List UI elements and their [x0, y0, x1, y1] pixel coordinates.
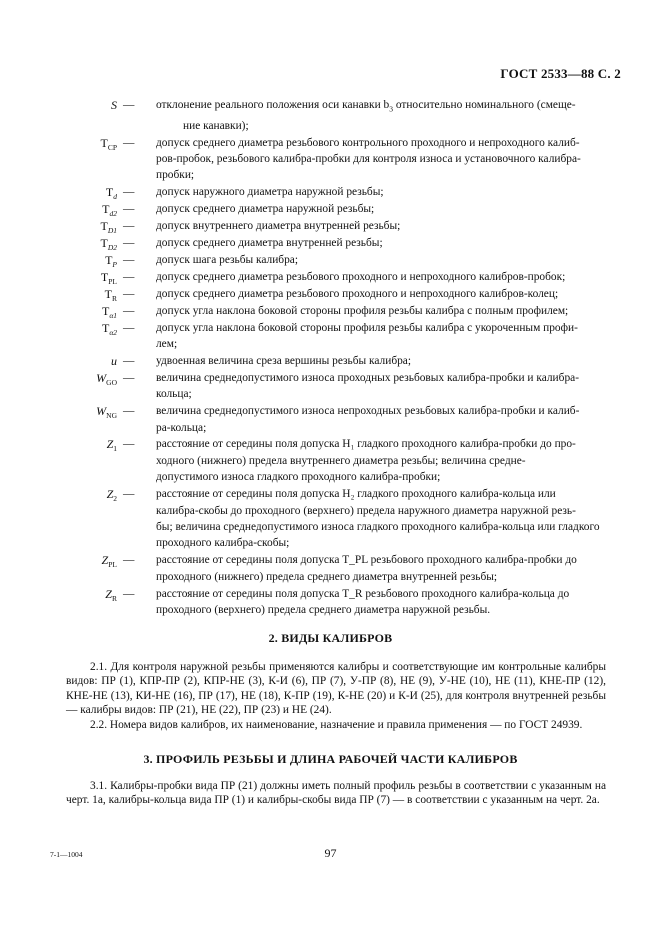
- section-2-paragraph-2: 2.2. Номера видов калибров, их наименование, назначение и правила применения — по ГОСТ 24939.: [90, 719, 583, 731]
- definition-dash: —: [123, 304, 135, 317]
- definition-symbol: S: [111, 98, 117, 112]
- definition-symbol: $T_d$: [105, 185, 117, 202]
- definition-symbol: $T_{PL}$: [100, 269, 117, 286]
- definition-item: [66, 320, 606, 353]
- section-2-title: 2. ВИДЫ КАЛИБРОВ: [268, 631, 393, 645]
- definition-dash: —: [123, 438, 135, 451]
- definition-dash: —: [123, 186, 135, 199]
- definition-text: допуск среднего диаметра резьбового проходного и непроходного калибров-колец;: [156, 287, 559, 300]
- definition-item: [66, 403, 606, 436]
- definition-text: допуск среднего диаметра резьбового контрольного проходного и непроходного калиб- ров-пробок, резьбового калибра-пробки для контроля износа и установочного калибра- пробки;: [156, 136, 581, 182]
- definition-symbol: $W_{NG}$: [96, 404, 117, 421]
- definition-text: допуск угла наклона боковой стороны профиля резьбы калибра с полным профилем;: [156, 304, 569, 317]
- definition-dash: —: [123, 587, 135, 600]
- definition-text: расстояние от середины поля допуска T_R резьбового проходного калибра-кольца до проходного (верхнего) предела среднего диаметра наружной резьбы.: [156, 587, 570, 616]
- definition-symbol: u: [111, 353, 117, 368]
- page-header: ГОСТ 2533—88 С. 2: [500, 66, 621, 81]
- definition-symbol: $T_{d2}$: [102, 202, 117, 219]
- definition-item: [66, 269, 606, 285]
- definition-text: расстояние от середины поля допуска T_PL резьбового проходного калибра-пробки до проходного (нижнего) предела среднего диаметра внутренней резьбы;: [156, 554, 577, 583]
- definition-dash: —: [123, 287, 135, 300]
- definition-dash: —: [123, 554, 135, 567]
- definition-dash: —: [123, 270, 135, 283]
- definition-symbol: $T_{D2}$: [100, 236, 117, 253]
- definition-text: расстояние от середины поля допуска H₂ гладкого проходного калибра-кольца или калибра-скобы до проходного (верхнего) предела наружного диаметра наружной резь- бы; величина среднедопустимого износа гладкого проходного калибра-кольца или гладкого проходного калибра-скобы;: [156, 488, 600, 550]
- definition-item: [66, 97, 606, 134]
- definition-text: допуск шага резьбы калибра;: [156, 253, 299, 266]
- definition-text: допуск внутреннего диаметра внутренней резьбы;: [156, 220, 401, 233]
- definition-text: допуск угла наклона боковой стороны профиля резьбы калибра с укороченным профи- лем;: [156, 321, 578, 350]
- definition-item: [66, 436, 606, 485]
- definition-dash: —: [123, 203, 135, 216]
- definition-item: [66, 201, 606, 217]
- definition-dash: —: [123, 99, 135, 111]
- definition-text: отклонение реального положения оси канавки $b_3$ относительно номинального (смеще- ние канавки);: [156, 99, 576, 132]
- definition-text: допуск среднего диаметра резьбового проходного и непроходного калибров-пробок;: [156, 270, 566, 283]
- definition-item: [66, 486, 606, 552]
- page-number: 97: [324, 846, 337, 860]
- definition-item: [66, 370, 606, 403]
- definition-symbol: $Z_1$: [106, 437, 117, 454]
- definition-text: величина среднедопустимого износа проходных резьбовых калибра-пробки и калибра- кольца;: [156, 371, 579, 401]
- definition-text: допуск наружного диаметра наружной резьбы;: [156, 186, 384, 199]
- definition-text: удвоенная величина среза вершины резьбы калибра;: [156, 354, 412, 367]
- definition-symbol: $T_{CP}$: [100, 135, 117, 152]
- definition-dash: —: [123, 371, 135, 384]
- definition-symbol: $Z_R$: [105, 586, 117, 603]
- definition-dash: —: [123, 253, 135, 266]
- definition-dash: —: [123, 237, 135, 250]
- definition-item: [66, 286, 606, 302]
- definition-item: [66, 252, 606, 268]
- definition-item: [66, 586, 606, 619]
- definition-dash: —: [123, 321, 135, 334]
- definition-item: [66, 184, 606, 200]
- print-code: 7-1—1004: [50, 850, 83, 859]
- definition-dash: —: [123, 488, 135, 501]
- definition-text: допуск среднего диаметра наружной резьбы;: [156, 203, 375, 216]
- definition-dash: —: [123, 405, 135, 418]
- definition-dash: —: [123, 354, 135, 367]
- definition-text: величина среднедопустимого износа непроходных резьбовых калибра-пробки и калиб- ра-кольца;: [156, 405, 580, 434]
- definition-item: [66, 235, 606, 251]
- definition-symbol: $T_{\alpha 1}$: [101, 303, 117, 320]
- definition-item: [66, 218, 606, 234]
- definition-symbol: $T_R$: [104, 286, 117, 303]
- definition-item: [66, 135, 606, 184]
- definition-symbol: $T_P$: [105, 252, 117, 269]
- section-3-title: 3. ПРОФИЛЬ РЕЗЬБЫ И ДЛИНА РАБОЧЕЙ ЧАСТИ КАЛИБРОВ: [143, 752, 518, 766]
- section-2-paragraph-1: 2.1. Для контроля наружной резьбы применяются калибры и соответствующие им контрольные калибры видов: ПР (1), КПР-ПР (2), КПР-НЕ (3), К-И (6), ПР (7), У-ПР (8), НЕ (9), У-НЕ (10), НЕ (11), КНЕ-ПР (12), КНЕ-НЕ (13), КИ-НЕ (16), ПР (17), НЕ (18), К-ПР (19), К-НЕ (20) и К-И (25), для контроля внутренней резьбы — калибры видов: ПР (21), НЕ (22), ПР (23) и НЕ (24).: [66, 661, 606, 717]
- definition-symbol: $T_{\alpha 2}$: [101, 320, 117, 337]
- definition-symbol: $W_{GO}$: [96, 370, 117, 387]
- definition-item: [66, 303, 606, 319]
- definition-symbol: $Z_{PL}$: [101, 553, 117, 570]
- symbol-definitions: [66, 97, 606, 619]
- definition-item: [66, 353, 606, 369]
- definition-text: расстояние от середины поля допуска H₁ гладкого проходного калибра-пробки до про- ходного (нижнего) предела внутреннего диаметра резьбы; величина средне- допустимого износа гладкого проходного калибра-пробки;: [156, 438, 576, 484]
- definition-symbol: $Z_2$: [106, 487, 117, 504]
- definition-symbol: $T_{D1}$: [100, 219, 117, 236]
- definition-text: допуск среднего диаметра внутренней резьбы;: [156, 237, 383, 250]
- definition-item: [66, 552, 606, 585]
- section-3-paragraph-1: 3.1. Калибры-пробки вида ПР (21) должны иметь полный профиль резьбы в соответствии с указанным на черт. 1а, калибры-кольца вида ПР (1) и калибры-скобы вида ПР (7) — в соответствии с указанным на черт. 2а.: [66, 780, 606, 807]
- definition-dash: —: [123, 220, 135, 233]
- definition-dash: —: [123, 136, 135, 149]
